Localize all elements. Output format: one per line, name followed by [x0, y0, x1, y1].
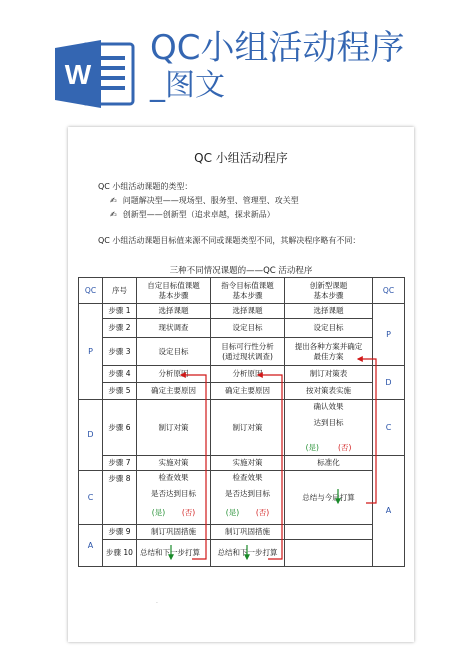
page-mark: · [156, 600, 158, 607]
type-item-innovation: ✍ 创新型——创新型（追求卓越，探求新品） [110, 210, 275, 219]
type-item-problem: ✍ 问题解决型——现场型、服务型、管理型、攻关型 [110, 196, 299, 205]
table-row: C 步骤 8 检查效果 是否达到目标 (是) (否) 检查效果 是否达到目标 (是) (否) 总结与今后打算 [79, 471, 405, 525]
header-col1: 自定目标值课题 基本步骤 [137, 278, 211, 304]
header-col2: 指令目标值课题 基本步骤 [211, 278, 285, 304]
table-row: A 步骤 9 制订巩固措施 制订巩固措施 [79, 525, 405, 540]
page-title: QC小组活动程序 [150, 28, 405, 68]
table-row: D 步骤 6 制订对策 制订对策 确认效果 达到目标 (是) (否) C [79, 400, 405, 456]
header-seq: 序号 [103, 278, 137, 304]
phase-a-right: A [373, 456, 405, 567]
phase-d-left: D [79, 400, 103, 471]
table-row: 步骤 2 现状调查 设定目标 设定目标 [79, 319, 405, 338]
table-row: 步骤 7 实施对策 实施对策 标准化 A [79, 456, 405, 471]
header-qc-right: QC [373, 278, 405, 304]
phase-d-right: D [373, 366, 405, 400]
table-title: 三种不同情况课题的——QC 活动程序 [169, 266, 313, 276]
phase-p-right: P [373, 304, 405, 366]
document-page [68, 127, 414, 642]
table-row: 步骤 10 总结和下一步打算 总结和下一步打算 [79, 540, 405, 567]
pencil-bullet-icon: ✍ [110, 196, 117, 205]
header-col3: 创新型课题 基本步骤 [285, 278, 373, 304]
types-intro: QC 小组活动课题的类型： [98, 182, 193, 191]
phase-p-left: P [79, 304, 103, 400]
table-header-row [79, 278, 405, 304]
table-row: 步骤 4 分析原因 分析原因 制订对策表 D [79, 366, 405, 383]
table-row: 步骤 5 确定主要原因 确定主要原因 按对策表实施 [79, 383, 405, 400]
word-logo-icon [55, 40, 135, 108]
qc-procedure-table [78, 277, 405, 567]
page-subtitle: _图文 [150, 68, 225, 103]
phase-c-left: C [79, 471, 103, 525]
phase-a-left: A [79, 525, 103, 567]
pencil-bullet-icon: ✍ [110, 210, 117, 219]
table-row: 步骤 3 设定目标 目标可行性分析 (通过现状调查) 提出各种方案并确定 最佳方案 [79, 338, 405, 366]
table-row: P 步骤 1 选择课题 选择课题 选择课题 P [79, 304, 405, 319]
logo-letter: W [64, 59, 92, 90]
phase-c-right: C [373, 400, 405, 456]
document-title: QC 小组活动程序 [194, 151, 288, 165]
header-qc-left: QC [79, 278, 103, 304]
note-text: QC 小组活动课题目标值来源不同或课题类型不同，其解决程序略有不同： [98, 236, 361, 245]
